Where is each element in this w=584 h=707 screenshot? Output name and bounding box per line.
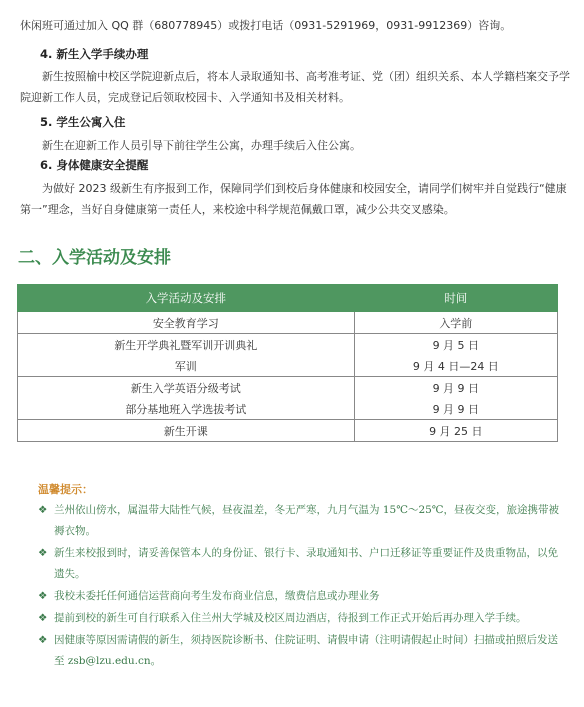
time-cell: 9 月 5 日 bbox=[354, 334, 557, 356]
contact-info-line: 休闲班可通过加入 QQ 群（680778945）或拨打电话（0931-5291969，0931-9912369）咨询。 bbox=[20, 19, 512, 32]
table-row bbox=[18, 398, 558, 420]
tips-list bbox=[38, 500, 560, 673]
activity-cell: 安全教育学习 bbox=[18, 312, 355, 334]
tip-text: 新生来校报到时，请妥善保管本人的身份证、银行卡、录取通知书、户口迁移证等重要证件及贵重物品，以免遗失。 bbox=[54, 547, 558, 580]
item-4-body: 新生按照榆中校区学院迎新点后，将本人录取通知书、高考准考证、党（团）组织关系、本人学籍档案交予学院迎新工作人员，完成登记后领取校园卡、入学通知书及相关材料。 bbox=[20, 70, 570, 104]
activity-cell: 新生入学英语分级考试 bbox=[18, 377, 355, 399]
item-6-heading: 6. 身体健康安全提醒 bbox=[40, 158, 149, 172]
time-cell: 9 月 4 日—24 日 bbox=[354, 355, 557, 377]
schedule-header-activity: 入学活动及安排 bbox=[18, 285, 355, 312]
tip-text: 提前到校的新生可自行联系入住兰州大学城及校区周边酒店，待报到工作正式开始后再办理入学手续。 bbox=[54, 612, 527, 624]
time-cell: 9 月 9 日 bbox=[354, 377, 557, 399]
item-6-body: 为做好 2023 级新生有序报到工作，保障同学们到校后身体健康和校园安全，请同学们树牢并自觉践行“健康第一”理念，当好自身健康第一责任人，来校途中科学规范佩戴口罩，减少公共交叉感染。 bbox=[20, 182, 567, 216]
diamond-bullet-icon: ❖ bbox=[38, 504, 48, 516]
tip-item bbox=[38, 500, 560, 542]
diamond-bullet-icon: ❖ bbox=[38, 612, 48, 624]
item-5-body: 新生在迎新工作人员引导下前往学生公寓，办理手续后入住公寓。 bbox=[42, 139, 361, 152]
activity-cell: 新生开学典礼暨军训开训典礼 bbox=[18, 334, 355, 356]
activity-cell: 军训 bbox=[18, 355, 355, 377]
table-row bbox=[18, 312, 558, 334]
table-row bbox=[18, 420, 558, 442]
tip-item bbox=[38, 630, 560, 672]
item-5-heading: 5. 学生公寓入住 bbox=[40, 115, 126, 129]
tip-text: 因健康等原因需请假的新生，须持医院诊断书、住院证明、请假申请（注明请假起止时间）扫描或拍照后发送至 zsb@lzu.edu.cn。 bbox=[54, 634, 558, 667]
diamond-bullet-icon: ❖ bbox=[38, 547, 48, 559]
tips-title: 温馨提示： bbox=[38, 483, 93, 496]
schedule-header-time: 时间 bbox=[354, 285, 557, 312]
tip-text: 我校未委托任何通信运营商向考生发布商业信息，缴费信息或办理业务 bbox=[54, 590, 380, 602]
tip-item bbox=[38, 608, 560, 629]
table-row bbox=[18, 334, 558, 356]
time-cell: 入学前 bbox=[354, 312, 557, 334]
activity-cell: 新生开课 bbox=[18, 420, 355, 442]
time-cell: 9 月 9 日 bbox=[354, 398, 557, 420]
table-row bbox=[18, 355, 558, 377]
tip-item bbox=[38, 543, 560, 585]
schedule-header-row bbox=[18, 285, 558, 312]
activity-cell: 部分基地班入学选拔考试 bbox=[18, 398, 355, 420]
diamond-bullet-icon: ❖ bbox=[38, 634, 48, 646]
time-cell: 9 月 25 日 bbox=[354, 420, 557, 442]
item-4-heading: 4. 新生入学手续办理 bbox=[40, 47, 149, 61]
tip-text: 兰州依山傍水，属温带大陆性气候，昼夜温差，冬无严寒，九月气温为 15℃～25℃，昼夜交变，旅途携带被褥衣物。 bbox=[54, 504, 560, 537]
table-row bbox=[18, 377, 558, 399]
schedule-table bbox=[17, 284, 558, 442]
section-title: 二、入学活动及安排 bbox=[18, 248, 171, 268]
tip-item bbox=[38, 586, 560, 607]
diamond-bullet-icon: ❖ bbox=[38, 590, 48, 602]
